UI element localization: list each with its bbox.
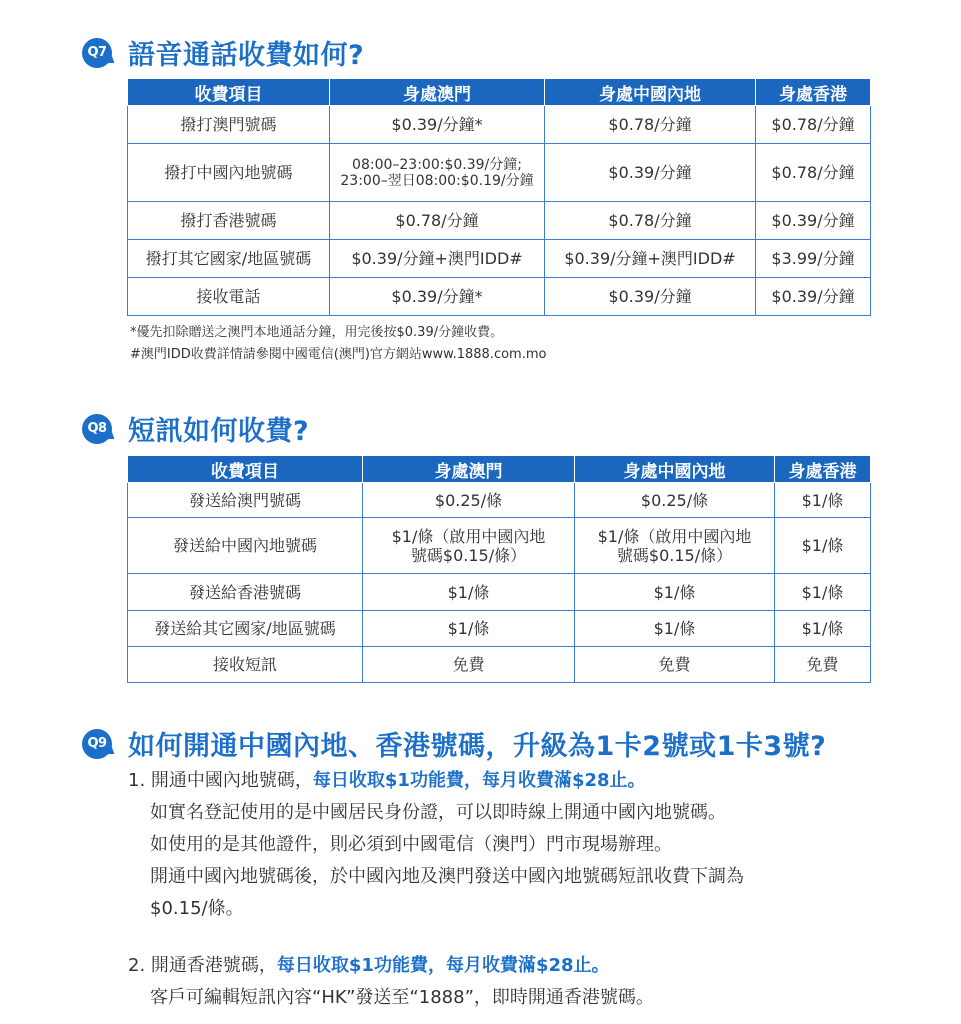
q9-item-2-lead: 2. 開通香港號碼， — [128, 955, 277, 976]
fee-item-cell: 撥打其它國家/地區號碼 — [128, 240, 330, 278]
fee-item-cell: 撥打中國內地號碼 — [128, 144, 330, 202]
q8-heading — [82, 409, 309, 448]
fee-value-cell: 08:00–23:00:$0.39/分鐘; 23:00–翌日08:00:$0.19/分鐘 — [330, 144, 545, 202]
fee-item-cell: 撥打澳門號碼 — [128, 106, 330, 144]
q9-item-2-line: 客戶可編輯短訊內容“HK”發送至“1888”，即時開通香港號碼。 — [150, 987, 654, 1008]
fee-item-cell: 發送給澳門號碼 — [128, 483, 363, 518]
q7-header-cell: 身處澳門 — [330, 79, 545, 106]
q9-item-1-line: 如使用的是其他證件，則必須到中國電信（澳門）門市現場辦理。 — [150, 834, 672, 855]
q8-header-cell: 身處中國內地 — [575, 456, 775, 483]
note-2: #澳門IDD收費詳情請參閱中國電信(澳門)官方網站www.1888.com.mo — [130, 347, 547, 362]
fee-value-cell: $0.39/分鐘+澳門IDD# — [330, 240, 545, 278]
fee-item-cell: 撥打香港號碼 — [128, 202, 330, 240]
table-row — [128, 278, 871, 316]
fee-value-cell: 免費 — [575, 647, 775, 683]
q9-item-2 — [128, 950, 654, 1014]
q8-header-cell: 身處澳門 — [363, 456, 575, 483]
fee-value-cell: $0.39/分鐘 — [545, 144, 756, 202]
fee-item-cell: 發送給香港號碼 — [128, 574, 363, 611]
q9-item-2-highlight: 每日收取$1功能費，每月收費滿$28止。 — [276, 955, 610, 976]
table-row — [128, 240, 871, 278]
q9-item-1 — [128, 765, 744, 925]
table-row — [128, 518, 871, 574]
fee-value-cell: $1/條 — [363, 574, 575, 611]
q8-header-cell: 身處香港 — [775, 456, 871, 483]
fee-value-cell: $0.39/分鐘* — [330, 106, 545, 144]
table-row — [128, 647, 871, 683]
q8-title: 短訊如何收費? — [128, 416, 310, 447]
fee-value-cell: $0.78/分鐘 — [330, 202, 545, 240]
table-row — [128, 611, 871, 647]
fee-value-cell: $1/條 — [575, 574, 775, 611]
q9-item-1-line: 如實名登記使用的是中國居民身份證，可以即時線上開通中國內地號碼。 — [150, 802, 726, 823]
fee-value-cell: $0.25/條 — [575, 483, 775, 518]
fee-value-cell: $1/條 — [575, 611, 775, 647]
q8-header-cell: 收費項目 — [128, 456, 363, 483]
fee-value-cell: $0.39/分鐘 — [756, 278, 871, 316]
q7-title: 語音通話收費如何? — [128, 40, 365, 71]
fee-item-cell: 接收短訊 — [128, 647, 363, 683]
fee-value-cell: $0.78/分鐘 — [545, 202, 756, 240]
fee-value-cell: $1/條 — [775, 483, 871, 518]
q9-title: 如何開通中國內地、香港號碼，升級為1卡2號或1卡3號? — [128, 731, 827, 762]
fee-value-cell: $0.78/分鐘 — [756, 106, 871, 144]
q7-header-cell: 身處中國內地 — [545, 79, 756, 106]
q9-item-1-lead: 1. 開通中國內地號碼， — [128, 770, 313, 791]
fee-value-cell: $0.39/分鐘* — [330, 278, 545, 316]
q7-heading — [82, 33, 364, 72]
q9-item-1-line: $0.15/條。 — [150, 898, 244, 919]
q9-item-1-highlight: 每日收取$1功能費，每月收費滿$28止。 — [312, 770, 646, 791]
fee-value-cell: $1/條（啟用中國內地 號碼$0.15/條） — [363, 518, 575, 574]
fee-value-cell: $0.78/分鐘 — [756, 144, 871, 202]
fee-value-cell: $1/條 — [363, 611, 575, 647]
fee-value-cell: $1/條 — [775, 611, 871, 647]
fee-value-cell: 免費 — [775, 647, 871, 683]
fee-item-cell: 發送給其它國家/地區號碼 — [128, 611, 363, 647]
note-1: *優先扣除贈送之澳門本地通話分鐘，用完後按$0.39/分鐘收費。 — [130, 325, 504, 340]
fee-value-cell: $1/條（啟用中國內地 號碼$0.15/條） — [575, 518, 775, 574]
fee-value-cell: $0.39/分鐘 — [756, 202, 871, 240]
q9-item-1-line: 開通中國內地號碼後，於中國內地及澳門發送中國內地號碼短訊收費下調為 — [150, 866, 744, 887]
q9-item-2-lead-row — [128, 950, 654, 982]
fee-value-cell: $0.78/分鐘 — [545, 106, 756, 144]
q7-notes — [130, 322, 546, 366]
voice-fee-table — [127, 78, 871, 316]
fee-item-cell: 發送給中國內地號碼 — [128, 518, 363, 574]
q9-heading — [82, 724, 826, 763]
fee-value-cell: 免費 — [363, 647, 575, 683]
q7-header-cell: 身處香港 — [756, 79, 871, 106]
fee-value-cell: $1/條 — [775, 574, 871, 611]
q9-item-1-lead-row — [128, 765, 744, 797]
fee-value-cell: $0.39/分鐘+澳門IDD# — [545, 240, 756, 278]
q8-badge: Q8 — [82, 414, 112, 444]
fee-value-cell: $0.39/分鐘 — [545, 278, 756, 316]
fee-value-cell: $0.25/條 — [363, 483, 575, 518]
table-row — [128, 202, 871, 240]
q7-badge: Q7 — [82, 38, 112, 68]
fee-item-cell: 接收電話 — [128, 278, 330, 316]
table-row — [128, 106, 871, 144]
table-row — [128, 144, 871, 202]
table-row — [128, 483, 871, 518]
q7-header-cell: 收費項目 — [128, 79, 330, 106]
table-row — [128, 574, 871, 611]
fee-value-cell: $3.99/分鐘 — [756, 240, 871, 278]
fee-value-cell: $1/條 — [775, 518, 871, 574]
sms-fee-table — [127, 455, 871, 683]
q9-badge: Q9 — [82, 729, 112, 759]
